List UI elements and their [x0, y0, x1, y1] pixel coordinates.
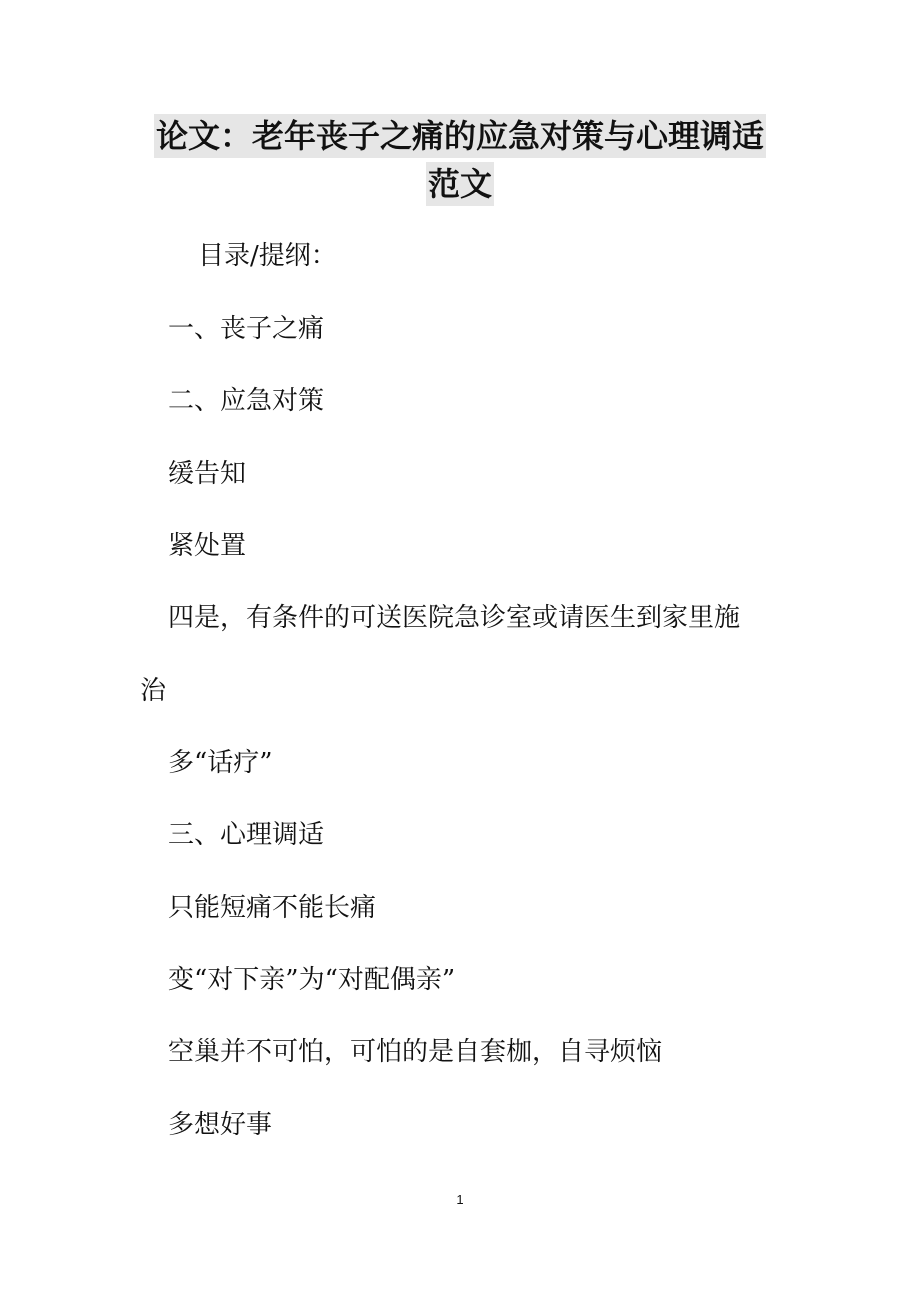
outline-item: 空巢并不可怕，可怕的是自套枷，自寻烦恼: [168, 1037, 663, 1067]
outline-item: 二、应急对策: [168, 386, 325, 416]
document-title-line-2: 范文: [426, 162, 494, 206]
outline-item: 只能短痛不能长痛: [168, 893, 377, 923]
outline-item-continuation: 治: [140, 676, 167, 706]
outline-item: 多“话疗”: [168, 748, 273, 778]
outline-item: 变“对下亲”为“对配偶亲”: [168, 965, 456, 995]
outline-item: 多想好事: [168, 1110, 273, 1140]
toc-heading: 目录/提纲：: [198, 241, 337, 271]
outline-item: 四是，有条件的可送医院急诊室或请医生到家里施: [168, 603, 741, 633]
outline-item: 缓告知: [168, 459, 247, 489]
page-number: 1: [456, 1192, 464, 1207]
title-line-1-wrap: [0, 114, 920, 158]
outline-item: 三、心理调适: [168, 820, 325, 850]
outline-item: 一、丧子之痛: [168, 314, 325, 344]
outline-item: 紧处置: [168, 531, 247, 561]
title-line-2-wrap: [0, 162, 920, 206]
document-title-line-1: 论文：老年丧子之痛的应急对策与心理调适: [154, 114, 766, 158]
